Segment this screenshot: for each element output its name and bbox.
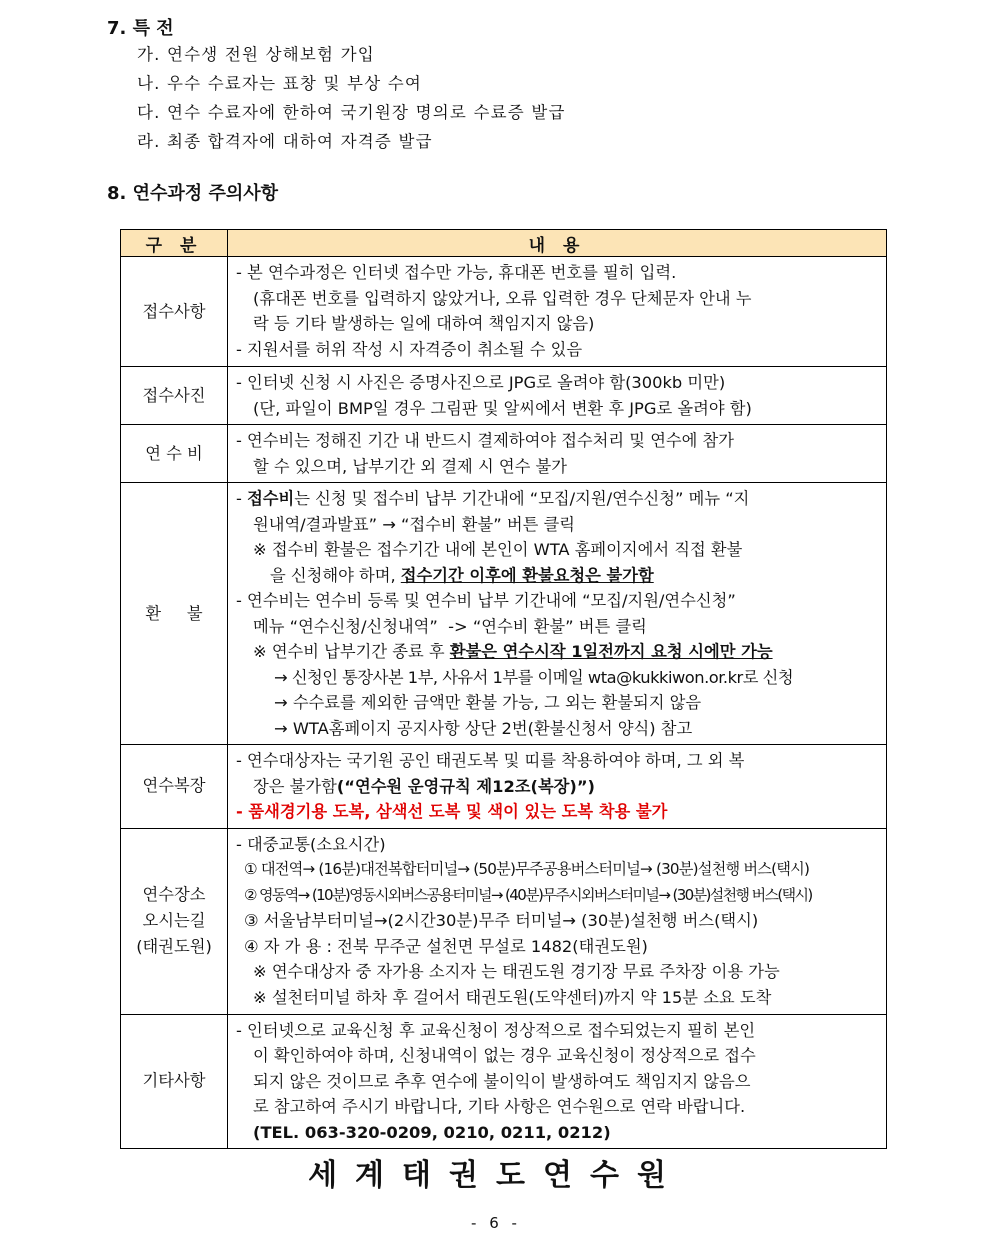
text-line: ※ 접수비 환불은 접수기간 내에 본인이 WTA 홈페이지에서 직접 환불 [253, 540, 743, 559]
content-photo [228, 367, 887, 425]
text-segment: 는 신청 및 접수비 납부 기간내에 “모집/지원/연수신청” 메뉴 “지 [294, 489, 750, 508]
table-row-uniform [121, 745, 887, 829]
text-line: 할 수 있으며, 납부기간 외 결제 시 연수 불가 [253, 456, 567, 476]
table-header-row [121, 230, 887, 257]
text-line: ※ 설천터미널 하차 후 걸어서 태권도원(도약센터)까지 약 15분 소요 도착 [253, 987, 772, 1007]
content-directions [228, 828, 887, 1014]
list-item: 다. 연수 수료자에 한하여 국기원장 명의로 수료증 발급 [137, 103, 566, 122]
benefits-list [137, 40, 566, 156]
text-line [236, 774, 876, 800]
route-line: ③ 서울남부터미널→(2시간30분)무주 터미널→ (30분)설천행 버스(택시) [244, 911, 759, 930]
category-line: 오시는길 [142, 911, 206, 930]
page-number: - 6 - [471, 1214, 521, 1232]
table-row-directions [121, 828, 887, 1014]
table-row-refund [121, 483, 887, 745]
category-reception: 접수사항 [121, 257, 228, 367]
section-8-title: 8. 연수과정 주의사항 [107, 183, 278, 204]
category-directions [121, 828, 228, 1014]
text-line: 되지 않은 것이므로 추후 연수에 불이익이 발생하여도 책임지지 않음으 [253, 1071, 751, 1091]
underlined-notice: 환불은 연수시작 1일전까지 요청 시에만 가능 [449, 642, 773, 661]
text-line: - 연수대상자는 국기원 공인 태권도복 및 띠를 착용하여야 하며, 그 외 복 [236, 751, 745, 770]
category-fee: 연 수 비 [121, 425, 228, 483]
text-line: - 지원서를 허위 작성 시 자격증이 취소될 수 있음 [236, 339, 583, 359]
category-other: 기타사항 [121, 1014, 228, 1149]
bold-text: 접수비 [247, 489, 295, 508]
text-segment: 을 신청해야 하며, [270, 565, 401, 585]
text-line: - 인터넷으로 교육신청 후 교육신청이 정상적으로 접수되었는지 필히 본인 [236, 1020, 756, 1040]
text-line: → 신청인 통장사본 1부, 사유서 1부를 이메일 wta@kukkiwon.or.kr로 신청 [274, 667, 794, 687]
content-reception [228, 257, 887, 367]
list-item: 라. 최종 합격자에 대하여 자격증 발급 [137, 132, 433, 151]
list-item: 가. 연수생 전원 상해보험 가입 [137, 45, 375, 64]
text-line: - 연수비는 정해진 기간 내 반드시 결제하여야 접수처리 및 연수에 참가 [236, 431, 735, 450]
text-line: 원내역/결과발표” → “접수비 환불” 버튼 클릭 [253, 514, 575, 534]
category-uniform: 연수복장 [121, 745, 228, 829]
text-segment: ※ 연수비 납부기간 종료 후 [253, 642, 450, 661]
route-line: ② 영동역→ (10분)영동시외버스공용터미널→ (40분)무주시외버스터미널→ (30분)설천행 버스(택시) [244, 885, 812, 904]
category-line: 연수장소 [142, 885, 206, 904]
warning-text: - 품새경기용 도복, 삼색선 도복 및 색이 있는 도복 착용 불가 [236, 802, 668, 821]
text-line: ※ 연수대상자 중 자가용 소지자 는 태권도원 경기장 무료 주차장 이용 가능 [253, 962, 780, 981]
route-line: ① 대전역→ (16분)대전복합터미널→ (50분)무주공용버스터미널→ (30분)설천행 버스(택시) [244, 860, 810, 878]
content-other [228, 1014, 887, 1149]
text-line: 락 등 기타 발생하는 일에 대하여 책임지지 않음) [253, 314, 595, 333]
text-segment: 장은 불가함 [253, 776, 337, 796]
text-line [236, 639, 876, 665]
text-line: (휴대폰 번호를 입력하지 않았거나, 오류 입력한 경우 단체문자 안내 누 [253, 288, 752, 308]
text-line [236, 486, 876, 512]
text-line [236, 563, 876, 589]
table-row-photo [121, 367, 887, 425]
category-photo: 접수사진 [121, 367, 228, 425]
text-line: → 수수료를 제외한 금액만 환불 가능, 그 외는 환불되지 않음 [274, 693, 702, 712]
text-segment: - [236, 489, 248, 508]
contact-phone: (TEL. 063-320-0209, 0210, 0211, 0212) [253, 1122, 611, 1142]
content-refund [228, 483, 887, 745]
section-7-title: 7. 특 전 [107, 18, 174, 39]
table-row-other [121, 1014, 887, 1149]
underlined-notice: 접수기간 이후에 환불요청은 불가함 [400, 565, 654, 585]
text-line: - 본 연수과정은 인터넷 접수만 가능, 휴대폰 번호를 필히 입력. [236, 263, 677, 282]
category-refund: 환 불 [121, 483, 228, 745]
bold-text: (“연수원 운영규칙 제12조(복장)”) [336, 776, 595, 796]
content-uniform [228, 745, 887, 829]
table-row-reception [121, 257, 887, 367]
route-line: ④ 자 가 용 : 전북 무주군 설천면 무설로 1482(태권도원) [244, 936, 648, 956]
text-line: (단, 파일이 BMP일 경우 그림판 및 알씨에서 변환 후 JPG로 올려야 함) [253, 398, 752, 418]
text-line: - 인터넷 신청 시 사진은 증명사진으로 JPG로 올려야 함(300kb 미만) [236, 373, 726, 392]
text-line: 이 확인하여야 하며, 신청내역이 없는 경우 교육신청이 정상적으로 접수 [253, 1046, 756, 1065]
text-line: - 연수비는 연수비 등록 및 연수비 납부 기간내에 “모집/지원/연수신청” [236, 591, 736, 610]
content-fee [228, 425, 887, 483]
text-line: - 대중교통(소요시간) [236, 834, 386, 854]
header-category: 구 분 [121, 230, 228, 257]
precautions-table [120, 229, 887, 1149]
text-line: 로 참고하여 주시기 바랍니다, 기타 사항은 연수원으로 연락 바랍니다. [253, 1097, 746, 1116]
organization-name: 세계태권도연수원 [308, 1158, 684, 1193]
table-row-fee [121, 425, 887, 483]
category-line: (태권도원) [136, 937, 212, 956]
header-content: 내 용 [228, 230, 887, 257]
list-item: 나. 우수 수료자는 표창 및 부상 수여 [137, 74, 423, 93]
text-line: 메뉴 “연수신청/신청내역” -> “연수비 환불” 버튼 클릭 [253, 616, 647, 636]
text-line: → WTA홈페이지 공지사항 상단 2번(환불신청서 양식) 참고 [274, 718, 693, 738]
